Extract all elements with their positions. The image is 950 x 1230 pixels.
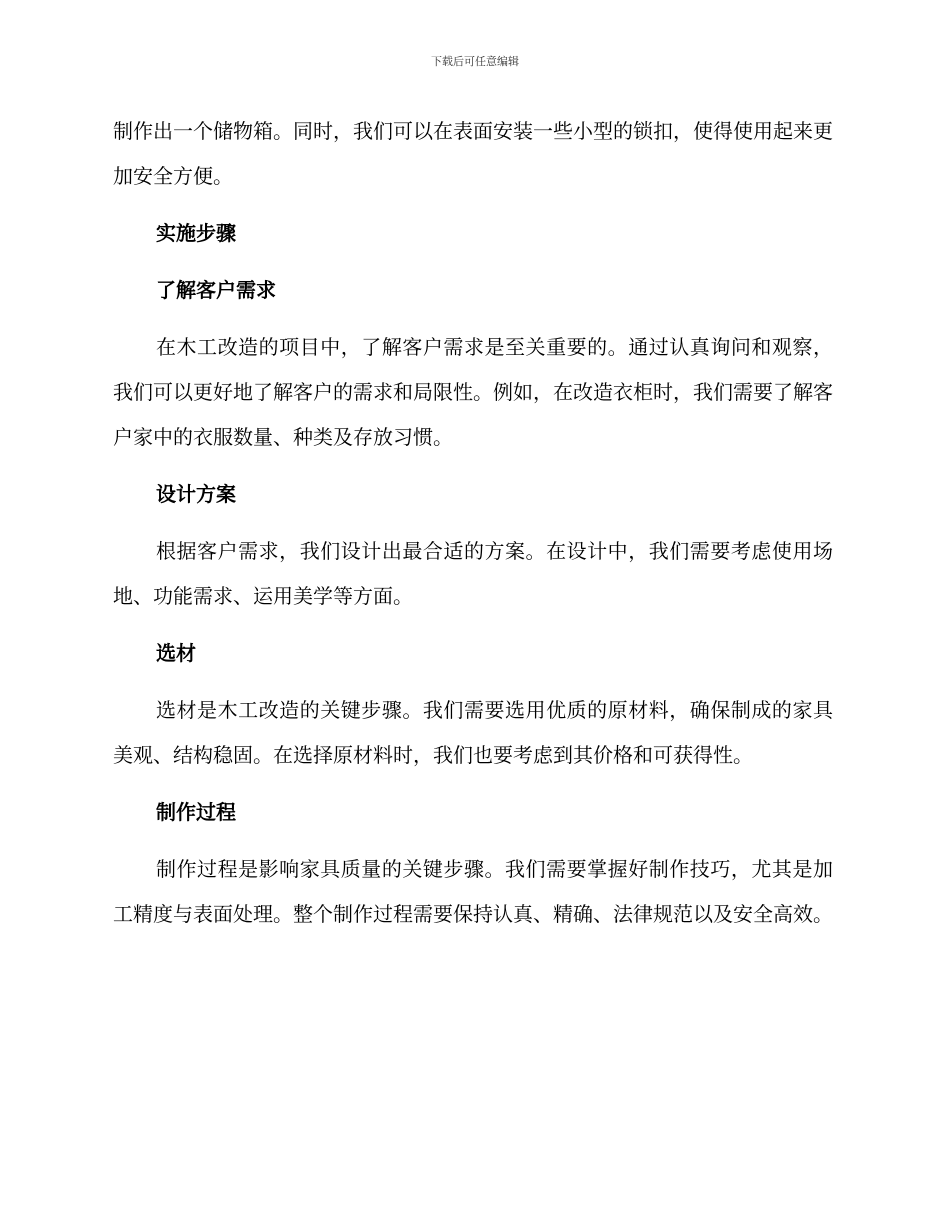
subsection-title-production: 制作过程 <box>156 800 236 824</box>
section-title: 实施步骤 <box>156 221 236 245</box>
subsection-body-production: 制作过程是影响家具质量的关键步骤。我们需要掌握好制作技巧，尤其是加工精度与表面处理。整个制作过程需要保持认真、精确、法律规范以及安全高效。 <box>113 857 833 926</box>
subsection-body-requirements: 在木工改造的项目中，了解客户需求是至关重要的。通过认真询问和观察，我们可以更好地了解客户的需求和局限性。例如，在改造衣柜时，我们需要了解客户家中的衣服数量、种类及存放习惯。 <box>113 335 833 449</box>
page-header: 下载后可任意编辑 <box>431 55 519 68</box>
subsection-body-materials: 选材是木工改造的关键步骤。我们需要选用优质的原材料，确保制成的家具美观、结构稳固。在选择原材料时，我们也要考虑到其价格和可获得性。 <box>113 698 833 767</box>
document-body <box>113 109 833 949</box>
subsection-title-materials: 选材 <box>156 641 196 665</box>
intro-paragraph: 制作出一个储物箱。同时，我们可以在表面安装一些小型的锁扣，使得使用起来更加安全方便。 <box>113 119 833 188</box>
subsection-title-design: 设计方案 <box>156 482 236 506</box>
subsection-body-design: 根据客户需求，我们设计出最合适的方案。在设计中，我们需要考虑使用场地、功能需求、运用美学等方面。 <box>113 539 833 608</box>
subsection-title-requirements: 了解客户需求 <box>156 278 276 302</box>
